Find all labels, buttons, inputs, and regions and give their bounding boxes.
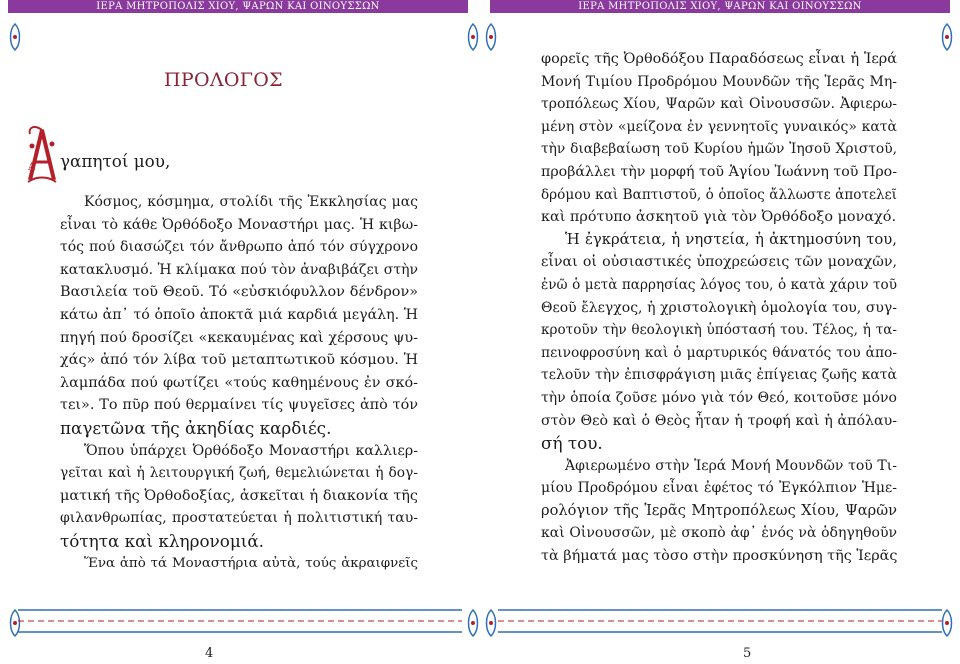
ornament-icon: [8, 22, 22, 52]
text-line: εἶναι οἱ οὐσιαστικές ὑποχρεώσεις τῶν μοναχῶν,: [541, 254, 897, 271]
text-line: μίου Προδρόμου εἶναι ἐφέτος τό Ἐγκόλπιον Ἡμε-: [541, 480, 897, 497]
text-line: Ἕνα ἀπὸ τά Μοναστήρια αὐτὰ, τούς ἀκραιφνεῖς: [84, 555, 418, 571]
text-line: δρόμου καὶ Βαπτιστοῦ, ὁ ὁποῖος ἄλλωστε ἀποτελεῖ: [541, 186, 897, 203]
decorative-border: [490, 604, 950, 638]
text-line: τει». Το πῦρ πού θερμαίνει τίς ψυγεῖσες ἀπὸ τόν: [60, 397, 418, 414]
text-line: μένη στὸν «μείζονα ἐν γεννητοῖς γυναικός» κατὰ: [541, 118, 897, 135]
text-line: Θεοῦ ἔλεγχος, ἡ χριστολογικὴ ὁμολογία του, συγ-: [541, 299, 897, 316]
ornament-icon: [940, 22, 954, 52]
text-line: ρολόγιον τῆς Ἱερᾶς Μητροπόλεως Χίου, Ψαρῶν: [541, 501, 897, 519]
illuminated-initial: [24, 122, 60, 186]
text-line: τός πού διασώζει τόν ἄνθρωπο ἀπό τόν σύγχρονο: [60, 239, 418, 256]
running-header: ΙΕΡΑ ΜΗΤΡΟΠΟΛΙΣ ΧΙΟΥ, ΨΑΡΩΝ ΚΑΙ ΟΙΝΟΥΣΣΩΝ: [490, 0, 950, 13]
text-line: πεινοφροσύνη καὶ ὁ μαρτυρικός θάνατός του ἀπο-: [541, 344, 897, 361]
text-line: στὸν Θεὸ καὶ ὁ Θεὸς ἦταν ἡ τροφή καὶ ἡ ἀπόλαυ-: [541, 412, 897, 429]
text-line: κροτοῦν τὴν θεολογικὴ ὑπόστασή του. Τέλος, ἡ τα-: [541, 322, 897, 339]
decorative-border: [10, 604, 470, 638]
running-header: ΙΕΡΑ ΜΗΤΡΟΠΟΛΙΣ ΧΙΟΥ, ΨΑΡΩΝ ΚΑΙ ΟΙΝΟΥΣΣΩΝ: [8, 0, 468, 13]
ornament-icon: [466, 22, 480, 52]
right-paragraphs: [541, 48, 897, 568]
left-body-text: [60, 150, 418, 173]
text-line: καὶ Οἰνουσσῶν, μὲ σκοπὸ ἀφ᾽ ἑνός νὰ ὁδηγηθοῦν: [541, 525, 897, 542]
svg-text:Α: Α: [28, 162, 36, 173]
text-line: χάς» ἀπό τόν λίβα τοῦ μεταπτωτικοῦ κόσμου. Ἡ: [60, 352, 418, 369]
text-line: κατακλυσμό. Ἡ κλίμακα πού τὸν ἀναβιβάζει στὴν: [60, 261, 418, 278]
salutation: γαπητοί μου,: [60, 151, 171, 171]
text-line: κάτω ἀπ᾽ τό ὁποῖο ἀποκτᾶ μιά καρδιά μεγάλη. Ἡ: [60, 306, 418, 323]
page-title: ΠΡΟΛΟΓΟΣ: [164, 69, 283, 91]
page-number: 4: [205, 646, 214, 661]
text-line: Κόσμος, κόσμημα, στολίδι τῆς Ἐκκλησίας μας: [84, 194, 418, 210]
page-number: 5: [743, 646, 752, 661]
text-line: φορεῖς τῆς Ὀρθοδόξου Παραδόσεως εἶναι ἡ Ἱερά: [541, 51, 897, 67]
text-line: εἶναι τὸ κάθε Ὀρθόδοξο Μοναστήρι μας. Ἡ κιβω-: [60, 216, 418, 233]
text-line: ἐνῶ ὁ μετὰ παρρησίας λόγος του, ὁ κατὰ χάριν τοῦ: [541, 276, 897, 293]
text-line: τὴν διαβεβαίωση τοῦ Κυρίου ἡμῶν Ἰησοῦ Χριστοῦ,: [541, 141, 897, 158]
text-line: Βασιλεία τοῦ Θεοῦ. Τό «εὐσκιόφυλλον δένδρον»: [60, 284, 418, 301]
text-line: παγετῶνα τῆς ἀκηδίας καρδιές.: [60, 417, 332, 438]
text-line: ματική τῆς Ὀρθοδοξίας, ἀσκεῖται ἡ διακονία τῆς: [60, 487, 418, 504]
text-line: προβάλλει τὴν μορφή τοῦ Ἁγίου Ἰωάννη τοῦ Προ-: [541, 163, 897, 180]
text-line: πηγή πού δροσίζει «κεκαυμένας καὶ χέρσους ψυ-: [60, 329, 418, 346]
text-line: Μονή Τιμίου Προδρόμου Μουνδῶν τῆς Ἱερᾶς Μη-: [541, 73, 897, 90]
text-line: γεῖται καὶ ἡ λειτουργική ζωή, θεμελιώνεται ἡ δογ-: [60, 465, 418, 482]
text-line: Ὅπου ὑπάρχει Ὀρθόδοξο Μοναστήρι καλλιερ-: [84, 442, 418, 459]
left-paragraphs: [60, 191, 418, 575]
text-line: λαμπάδα πού φωτίζει «τούς καθημένους ἐν σκό-: [60, 374, 418, 391]
text-line: τροπόλεως Χίου, Ψαρῶν καὶ Οἰνουσσῶν. Ἀφιερω-: [541, 96, 897, 113]
text-line: Ἡ ἐγκράτεια, ἡ νηστεία, ἡ ἀκτημοσύνη του,: [565, 230, 897, 248]
ornament-icon: [484, 22, 498, 52]
right-page: [480, 0, 960, 664]
text-line: σή του.: [541, 433, 603, 454]
floral-initial-icon: [24, 122, 60, 186]
text-line: καὶ πρότυπο ἀσκητοῦ γιὰ τὸν Ὀρθόδοξο μοναχό.: [541, 209, 897, 226]
text-line: τελοῦν τὴν ἐπισφράγιση μιᾶς ἐπίγειας ζωῆς κατὰ: [541, 367, 897, 384]
text-line: τὴν ὁποία ζοῦσε μόνο γιὰ τόν Θεό, κοιτοῦσε μόνο: [541, 389, 897, 406]
text-line: τότητα καὶ κληρονομιά.: [60, 530, 265, 551]
text-line: φιλανθρωπίας, προστατεύεται ἡ πολιτιστική ταυ-: [60, 510, 418, 527]
text-line: Ἀφιερωμένο στὴν Ἱερά Μονή Μουνδῶν τοῦ Τι-: [565, 457, 897, 474]
text-line: τὰ βήματά μας τὸσο στὴν προσκύνηση τῆς Ἱερᾶς: [541, 548, 898, 565]
